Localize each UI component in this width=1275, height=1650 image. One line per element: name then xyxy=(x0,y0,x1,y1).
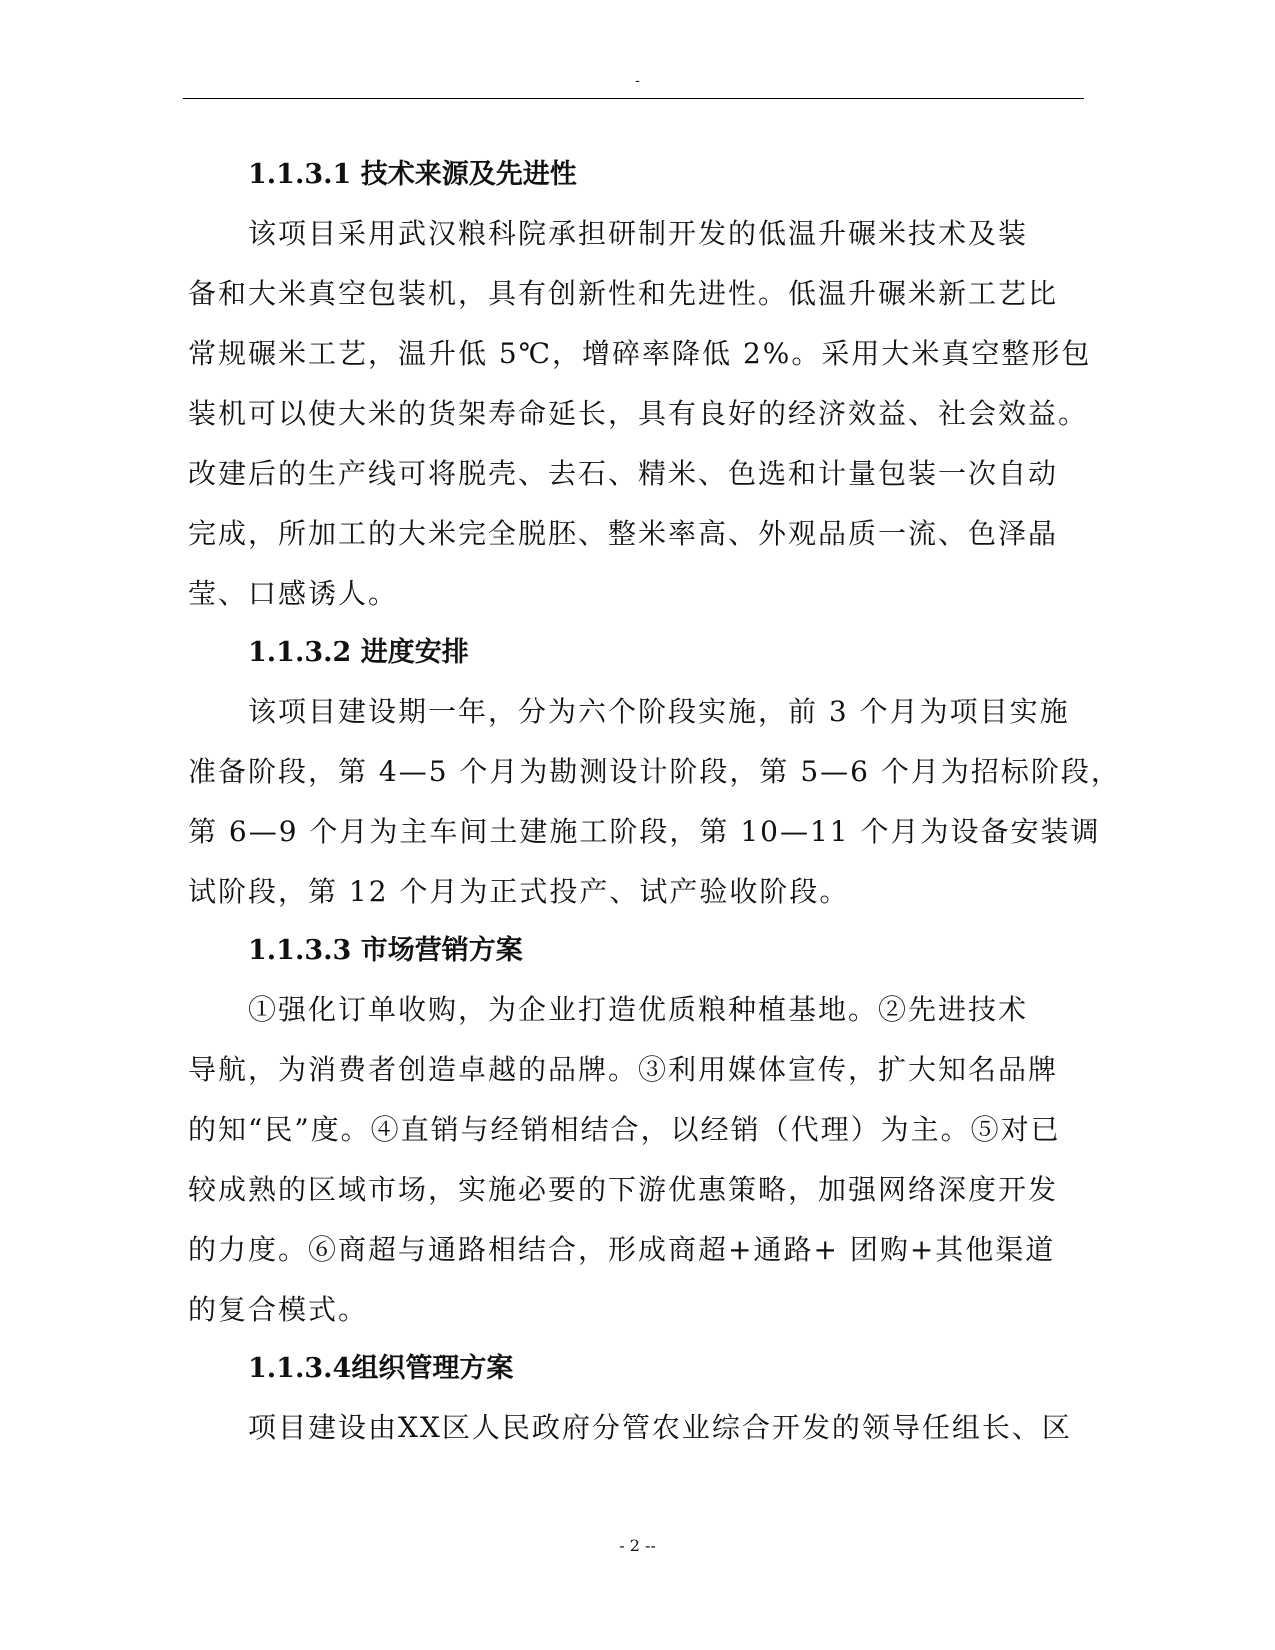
paragraph-line: 该项目采用武汉粮科院承担研制开发的低温升碾米技术及装 xyxy=(248,217,1029,250)
paragraph-line: 第 6—9 个月为主车间土建施工阶段，第 10—11 个月为设备安装调 xyxy=(188,815,1101,848)
paragraph-line: 的复合模式。 xyxy=(188,1293,369,1326)
document-body xyxy=(188,146,1121,1458)
paragraph-line: 较成熟的区域市场，实施必要的下游优惠策略，加强网络深度开发 xyxy=(188,1173,1059,1206)
section-paragraph xyxy=(188,682,1121,922)
section-heading: 1.1.3.2 进度安排 xyxy=(248,637,469,668)
paragraph-line: 备和大米真空包装机，具有创新性和先进性。低温升碾米新工艺比 xyxy=(188,277,1059,310)
paragraph-line: 项目建设由XX区人民政府分管农业综合开发的领导任组长、区 xyxy=(248,1411,1072,1444)
paragraph-line: ①强化订单收购，为企业打造优质粮种植基地。②先进技术 xyxy=(248,993,1029,1026)
section-heading: 1.1.3.1 技术来源及先进性 xyxy=(248,159,577,190)
paragraph-line: 的知“民”度。④直销与经销相结合，以经销（代理）为主。⑤对已 xyxy=(188,1113,1061,1146)
section-heading: 1.1.3.4组织管理方案 xyxy=(248,1353,514,1384)
paragraph-line: 完成，所加工的大米完全脱胚、整米率高、外观品质一流、色泽晶 xyxy=(188,517,1059,550)
page-number: - 2 -- xyxy=(619,1536,656,1555)
paragraph-line: 该项目建设期一年，分为六个阶段实施，前 3 个月为项目实施 xyxy=(248,695,1070,728)
section-paragraph xyxy=(188,980,1085,1340)
paragraph-line: 装机可以使大米的货架寿命延长，具有良好的经济效益、社会效益。 xyxy=(188,397,1089,430)
page-header-mark: - xyxy=(635,73,640,89)
paragraph-line: 改建后的生产线可将脱壳、去石、精米、色选和计量包装一次自动 xyxy=(188,457,1059,490)
section-paragraph xyxy=(188,204,1092,624)
paragraph-line: 莹、口感诱人。 xyxy=(188,577,399,610)
paragraph-line: 准备阶段，第 4—5 个月为勘测设计阶段，第 5—6 个月为招标阶段， xyxy=(188,755,1121,788)
section-heading: 1.1.3.3 市场营销方案 xyxy=(248,935,523,966)
paragraph-line: 导航，为消费者创造卓越的品牌。③利用媒体宣传，扩大知名品牌 xyxy=(188,1053,1059,1086)
paragraph-line: 的力度。⑥商超与通路相结合，形成商超+通路+ 团购+其他渠道 xyxy=(188,1233,1056,1266)
section-paragraph xyxy=(188,1398,1085,1458)
header-rule xyxy=(183,98,1084,99)
paragraph-line: 常规碾米工艺，温升低 5℃，增碎率降低 2%。采用大米真空整形包 xyxy=(188,337,1092,370)
paragraph-line: 试阶段，第 12 个月为正式投产、试产验收阶段。 xyxy=(188,875,850,908)
